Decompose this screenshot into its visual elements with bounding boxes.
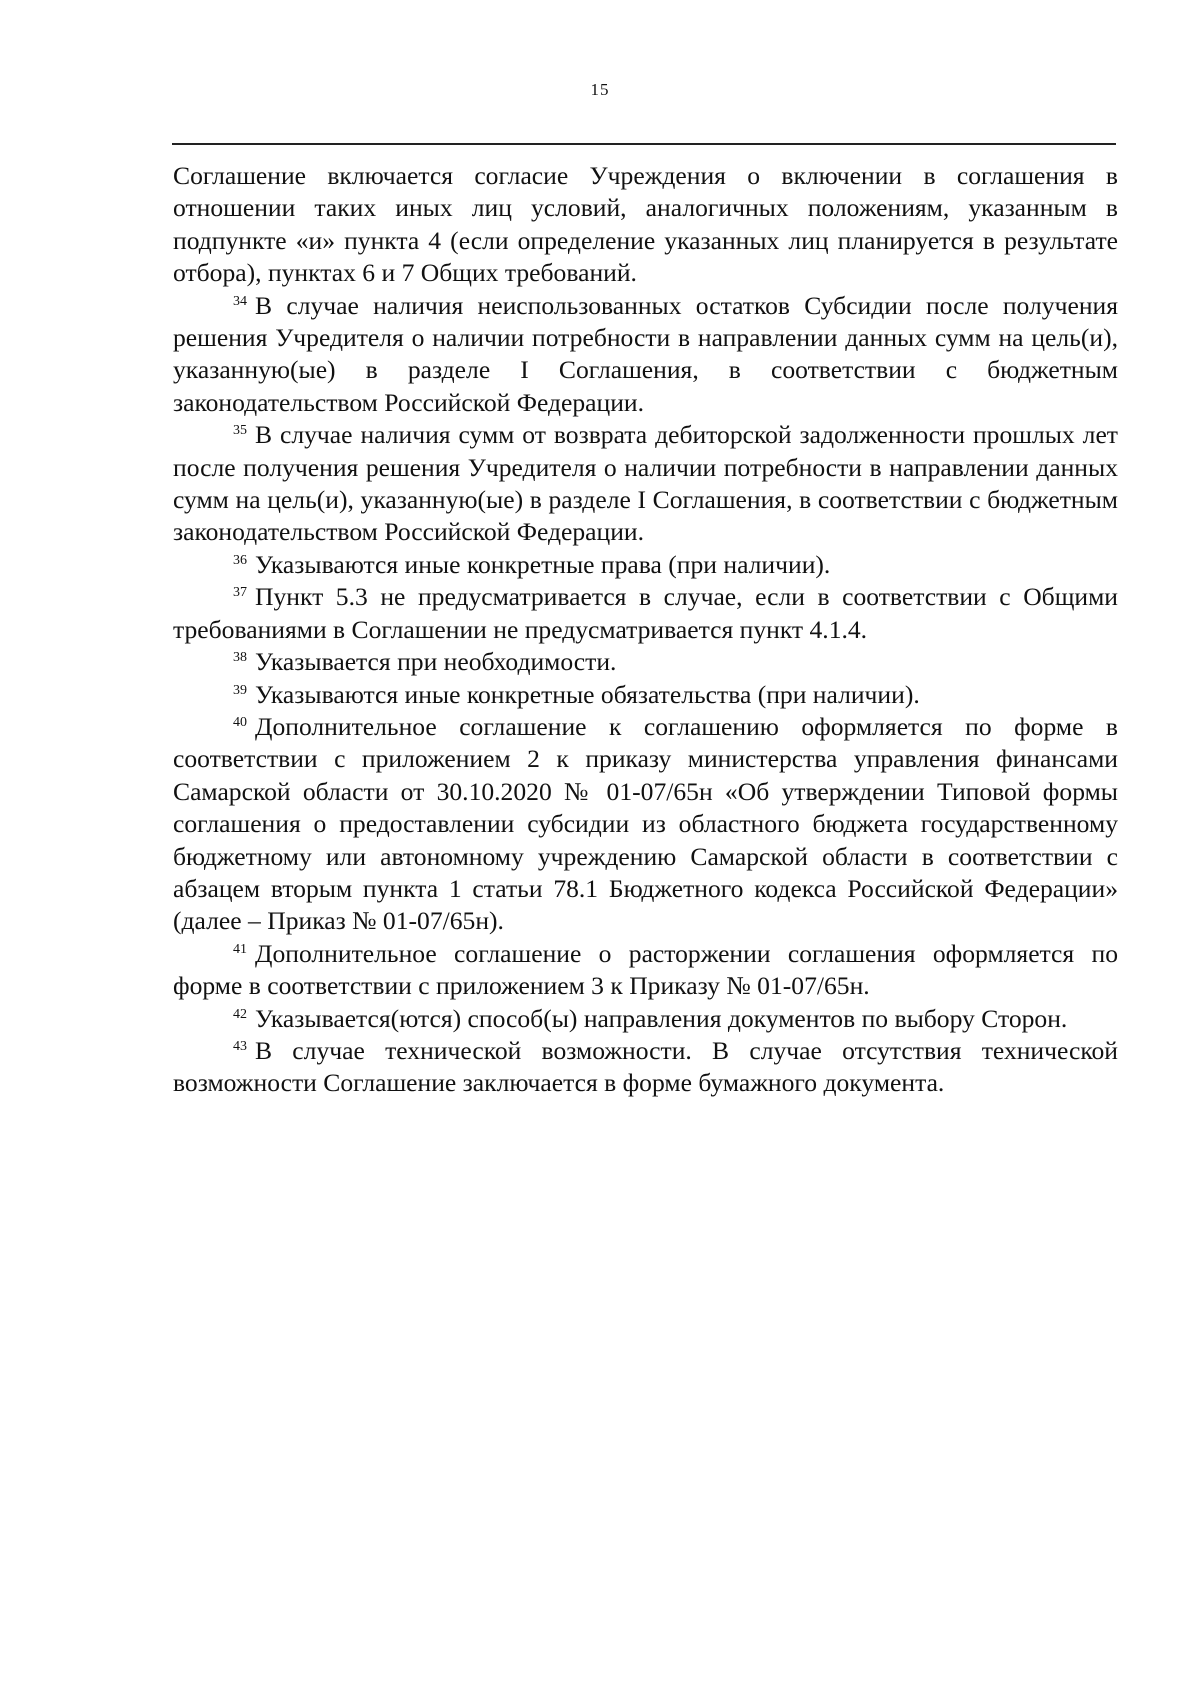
footnote-34 <box>173 290 1118 420</box>
footnote-text: В случае наличия сумм от возврата дебиторской задолженности прошлых лет после получения решения Учредителя о наличии потребности в направлении данных сумм на цель(и), указанную(ые) в разделе I Соглашения, в соответствии с бюджетным законодательством Российской Федерации. <box>173 420 1118 547</box>
footnote-number: 38 <box>233 650 247 666</box>
footnote-number: 39 <box>233 682 247 698</box>
footnote-text: Пункт 5.3 не предусматривается в случае, если в соответствии с Общими требованиями в Соглашении не предусматривается пункт 4.1.4. <box>173 582 1118 644</box>
footnote-text: Соглашение включается согласие Учреждения о включении в соглашения в отношении таких иных лиц условий, аналогичных положениям, указанным в подпункте «и» пункта 4 (если определение указанных лиц планируется в результате отбора), пунктах 6 и 7 Общих требований. <box>173 161 1118 288</box>
footnote-text: Указываются иные конкретные обязательства (при наличии). <box>255 679 920 709</box>
footnote-number: 36 <box>233 552 247 568</box>
footnote-continuation <box>173 160 1118 290</box>
footnote-39 <box>173 679 1118 711</box>
footnote-text: В случае технической возможности. В случае отсутствия технической возможности Соглашение заключается в форме бумажного документа. <box>173 1035 1118 1098</box>
footnote-number: 37 <box>233 585 247 601</box>
footnote-41 <box>173 938 1118 1003</box>
footnote-number: 34 <box>233 293 247 309</box>
footnote-number: 42 <box>233 1006 247 1022</box>
footnote-number: 40 <box>233 714 247 730</box>
footnote-text: Дополнительное соглашение к соглашению оформляется по форме в соответствии с приложением 2 к приказу министерства управления финансами Самарской области от 30.10.2020 № 01-07/65н «Об утверждении Типовой формы соглашения о предоставлении субсидии из областного бюджета государственному бюджетному или автономному учреждению Самарской области в соответствии с абзацем вторым пункта 1 статьи 78.1 Бюджетного кодекса Российской Федерации» (далее – Приказ № 01-07/65н). <box>173 711 1118 936</box>
footnote-36 <box>173 549 1118 581</box>
footnote-40 <box>173 711 1118 938</box>
footnote-text: Дополнительное соглашение о расторжении соглашения оформляется по форме в соответствии с приложением 3 к Приказу № 01-07/65н. <box>173 938 1118 1001</box>
footnote-separator-line <box>172 143 1116 145</box>
footnote-text: Указывается при необходимости. <box>255 647 617 677</box>
footnote-42 <box>173 1003 1118 1035</box>
footnote-number: 35 <box>233 423 247 439</box>
footnote-35 <box>173 419 1118 549</box>
footnote-number: 41 <box>233 941 247 957</box>
footnote-38 <box>173 646 1118 678</box>
footnote-37 <box>173 581 1118 646</box>
footnote-number: 43 <box>233 1038 247 1054</box>
footnote-text: Указываются иные конкретные права (при наличии). <box>255 549 831 579</box>
footnote-text: В случае наличия неиспользованных остатков Субсидии после получения решения Учредителя о наличии потребности в направлении данных сумм на цель(и), указанную(ые) в разделе I Соглашения, в соответствии с бюджетным законодательством Российской Федерации. <box>173 290 1118 417</box>
page-number: 15 <box>590 80 610 99</box>
footnote-43 <box>173 1035 1118 1100</box>
footnotes-block <box>173 160 1118 1100</box>
footnote-text: Указывается(ются) способ(ы) направления документов по выбору Сторон. <box>255 1003 1068 1033</box>
